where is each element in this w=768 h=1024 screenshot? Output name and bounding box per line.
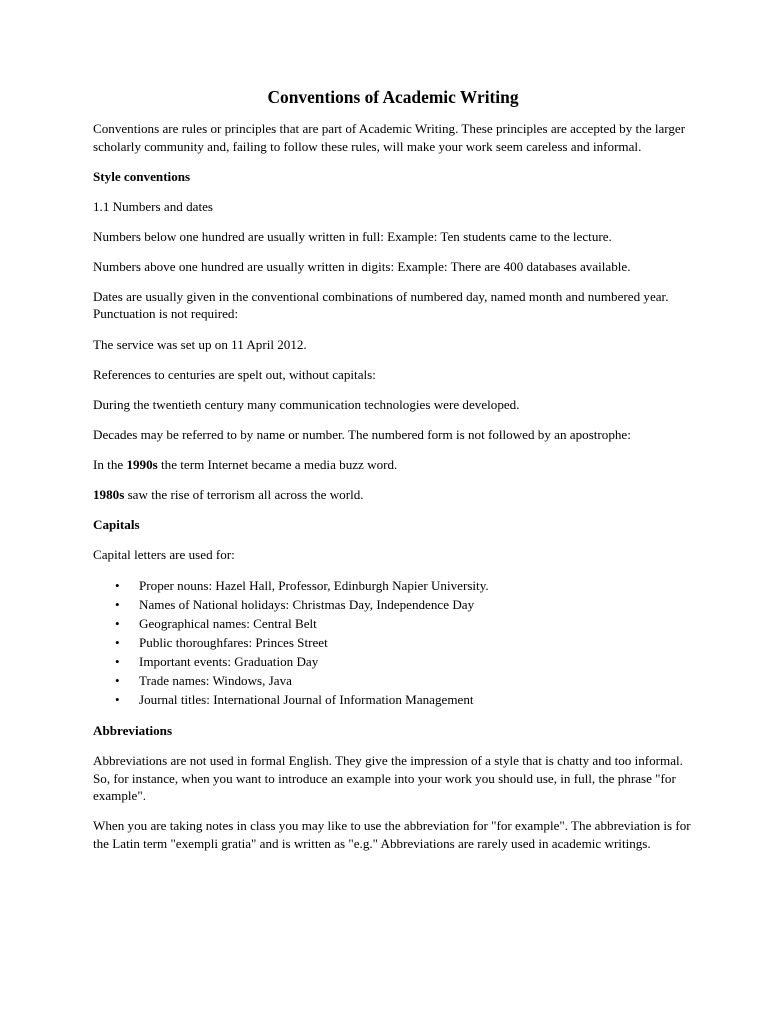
list-item-text: Trade names: Windows, Java	[139, 673, 292, 689]
capitals-heading: Capitals	[93, 517, 140, 533]
numbers-below-paragraph: Numbers below one hundred are usually written in full: Example: Ten students came to the lecture.	[93, 228, 612, 244]
capitals-intro: Capital letters are used for:	[93, 547, 235, 563]
dates-example: The service was set up on 11 April 2012.	[93, 336, 307, 352]
list-item-text: Public thoroughfares: Princes Street	[139, 635, 328, 651]
numbers-dates-subheading: 1.1 Numbers and dates	[93, 198, 213, 214]
centuries-example: During the twentieth century many communication technologies were developed.	[93, 396, 520, 412]
decades-example-1	[93, 456, 693, 474]
abbreviations-paragraph-2: When you are taking notes in class you may like to use the abbreviation for "for example". The abbreviation is for the Latin term "exempli gratia" and is written as "e.g." Abbreviations are rarely used in academic writings.	[93, 818, 691, 851]
numbers-above-paragraph: Numbers above one hundred are usually written in digits: Example: There are 400 databases available.	[93, 258, 631, 274]
capitals-list	[93, 576, 693, 709]
decades-intro-paragraph: Decades may be referred to by name or number. The numbered form is not followed by an apostrophe:	[93, 426, 631, 442]
document-title: Conventions of Academic Writing	[267, 87, 519, 107]
decades-example-2	[93, 486, 693, 504]
list-item-text: Journal titles: International Journal of Information Management	[139, 692, 474, 708]
dates-intro-paragraph: Dates are usually given in the conventional combinations of numbered day, named month and numbered year. Punctuation is not required:	[93, 288, 669, 322]
list-item	[93, 595, 693, 614]
bullet-icon: •	[115, 616, 120, 632]
list-item	[93, 614, 693, 633]
centuries-intro-paragraph: References to centuries are spelt out, without capitals:	[93, 366, 376, 382]
bullet-icon: •	[115, 597, 120, 613]
decades-example-1-bold: 1990s	[126, 456, 158, 472]
document-page	[93, 86, 693, 865]
abbreviations-paragraph-1: Abbreviations are not used in formal English. They give the impression of a style that is chatty and too informal. So, for instance, when you want to introduce an example into your work you should use, in full, the phrase "for example".	[93, 753, 683, 803]
bullet-icon: •	[115, 578, 120, 594]
decades-example-1-suffix: the term Internet became a media buzz word.	[157, 456, 398, 472]
bullet-icon: •	[115, 635, 120, 651]
decades-example-2-bold: 1980s	[93, 487, 125, 503]
list-item-text: Important events: Graduation Day	[139, 654, 319, 670]
list-item-text: Geographical names: Central Belt	[139, 616, 317, 632]
list-item	[93, 652, 693, 671]
list-item	[93, 690, 693, 709]
decades-example-2-suffix: saw the rise of terrorism all across the world.	[124, 487, 364, 503]
bullet-icon: •	[115, 692, 120, 708]
list-item	[93, 633, 693, 652]
abbreviations-heading: Abbreviations	[93, 722, 173, 738]
bullet-icon: •	[115, 673, 120, 689]
list-item-text: Proper nouns: Hazel Hall, Professor, Edinburgh Napier University.	[139, 578, 489, 594]
decades-example-1-prefix: In the	[93, 456, 127, 472]
style-conventions-heading: Style conventions	[93, 168, 191, 184]
intro-paragraph: Conventions are rules or principles that are part of Academic Writing. These principles are accepted by the larger scholarly community and, failing to follow these rules, will make your work seem careless and informal.	[93, 121, 686, 154]
list-item-text: Names of National holidays: Christmas Day, Independence Day	[139, 597, 475, 613]
list-item	[93, 671, 693, 690]
bullet-icon: •	[115, 654, 120, 670]
list-item	[93, 576, 693, 595]
